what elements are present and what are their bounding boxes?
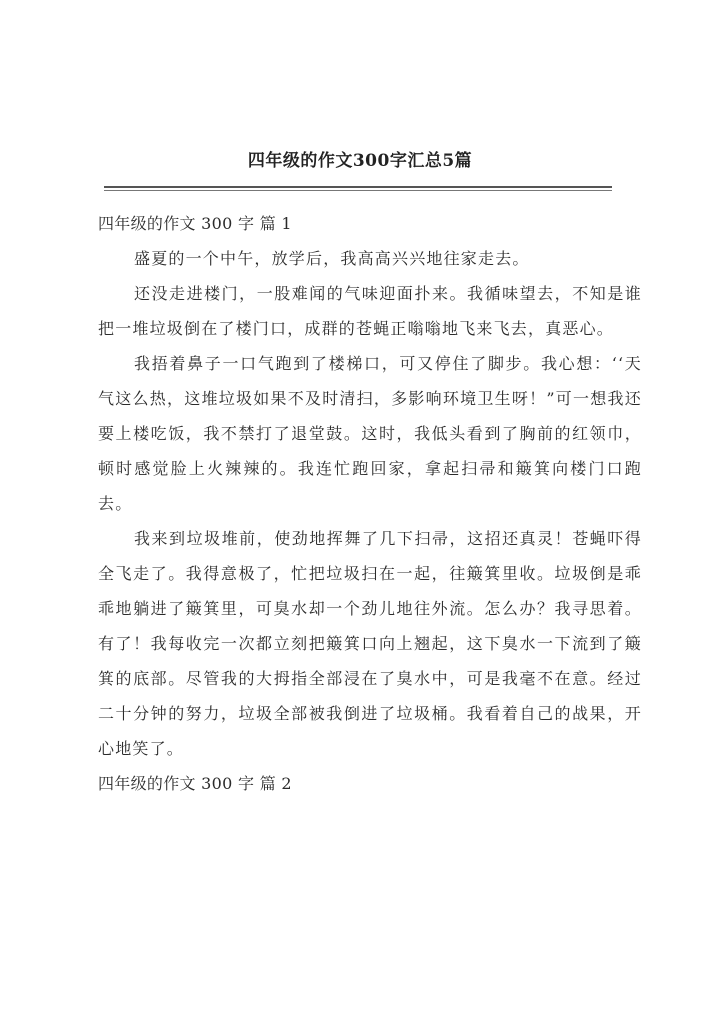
paragraph: 还没走进楼门，一股难闻的气味迎面扑来。我循味望去，不知是谁把一堆垃圾倒在了楼门口，成群的苍蝇正嗡嗡地飞来飞去，真恶心。 [98, 284, 642, 338]
title-divider [104, 186, 612, 191]
paragraph: 盛夏的一个中午，放学后，我高高兴兴地往家走去。 [134, 249, 530, 268]
paragraph: 我捂着鼻子一口气跑到了楼梯口，可又停住了脚步。我心想：‘‘天气这么热，这堆垃圾如果不及时清扫，多影响环境卫生呀！”可一想我还要上楼吃饭，我不禁打了退堂鼓。这时，我低头看到了胸前的红领巾，顿时感觉脸上火辣辣的。我连忙跑回家，拿起扫帚和簸箕向楼门口跑去。 [98, 354, 642, 513]
section-heading-1: 四年级的作文 300 字 篇 1 [98, 214, 292, 233]
paragraph: 我来到垃圾堆前，使劲地挥舞了几下扫帚，这招还真灵！苍蝇吓得全飞走了。我得意极了，忙把垃圾扫在一起，往簸箕里收。垃圾倒是乖乖地躺进了簸箕里，可臭水却一个劲儿地往外流。怎么办？我寻思着。有了！我每收完一次都立刻把簸箕口向上翘起，这下臭水一下流到了簸箕的底部。尽管我的大拇指全部浸在了臭水中，可是我毫不在意。经过二十分钟的努力，垃圾全部被我倒进了垃圾桶。我看着自己的战果，开心地笑了。 [98, 529, 642, 758]
section-heading-2: 四年级的作文 300 字 篇 2 [98, 774, 292, 793]
document-body [98, 206, 642, 801]
document-title: 四年级的作文300字汇总5篇 [247, 151, 473, 171]
